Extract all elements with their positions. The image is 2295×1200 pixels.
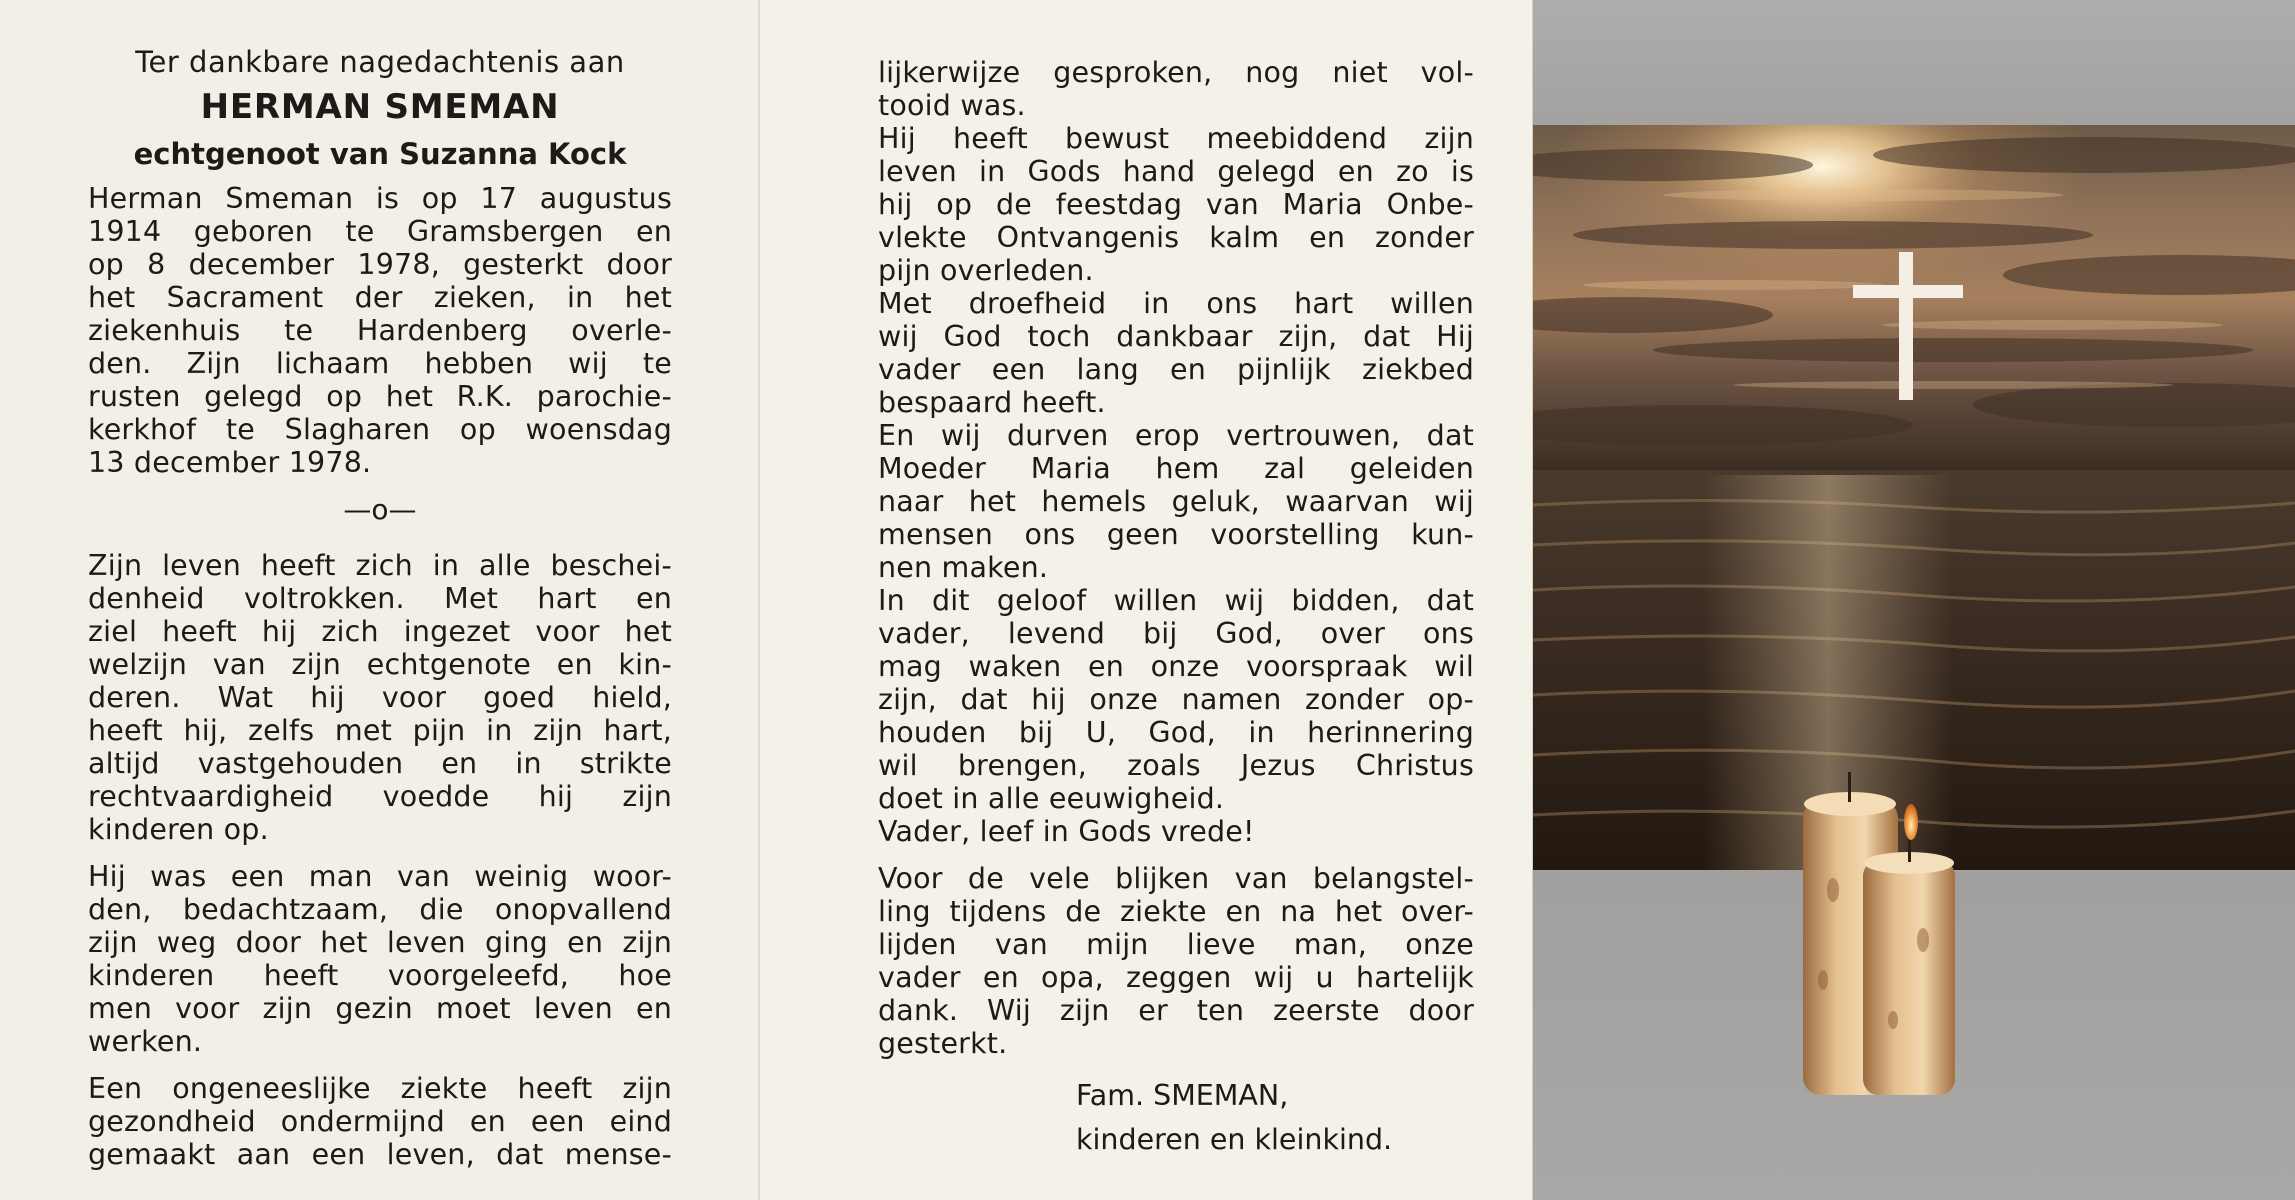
continuation-paragraph: [878, 56, 1474, 122]
text-line: lijkerwijze gesproken, nog niet vol-: [878, 56, 1474, 89]
character-paragraph: [88, 860, 672, 1058]
text-line: wij God toch dankbaar zijn, dat Hij: [878, 320, 1474, 353]
text-line: pijn overleden.: [878, 254, 1094, 287]
text-line: houden bij U, God, in herinnering: [878, 716, 1474, 749]
text-line: rechtvaardigheid voedde hij zijn: [88, 780, 672, 813]
text-line: men voor zijn gezin moet leven en: [88, 992, 672, 1025]
text-line: gezondheid ondermijnd en een eind: [88, 1105, 672, 1138]
text-line: ziekenhuis te Hardenberg overle-: [88, 314, 672, 347]
middle-panel: [760, 0, 1533, 1200]
text-line: zijn weg door het leven ging en zijn: [88, 926, 672, 959]
signature-family: Fam. SMEMAN,: [1076, 1079, 1289, 1112]
text-line: Voor de vele blijken van belangstel-: [878, 862, 1474, 895]
text-line: kinderen op.: [88, 813, 269, 846]
prayer-paragraph: [878, 584, 1474, 848]
text-line: In dit geloof willen wij bidden, dat: [878, 584, 1474, 617]
text-line: kerkhof te Slagharen op woensdag: [88, 413, 672, 446]
text-line: nen maken.: [878, 551, 1049, 584]
spouse-line: echtgenoot van Suzanna Kock: [133, 137, 627, 171]
cross-icon: [1899, 252, 1913, 400]
trust-paragraph: [878, 419, 1474, 584]
text-line: kinderen heeft voorgeleefd, hoe: [88, 959, 672, 992]
text-line: op 8 december 1978, gesterkt door: [88, 248, 672, 281]
text-line: zijn, dat hij onze namen zonder op-: [878, 683, 1474, 716]
text-line: hij op de feestdag van Maria Onbe-: [878, 188, 1474, 221]
text-line: dank. Wij zijn er ten zeerste door: [878, 994, 1474, 1027]
illness-paragraph: [88, 1072, 672, 1171]
text-line: lijden van mijn lieve man, onze: [878, 928, 1474, 961]
text-line: welzijn van zijn echtgenote en kin-: [88, 648, 672, 681]
text-line: heeft hij, zelfs met pijn in zijn hart,: [88, 714, 672, 747]
text-line: gesterkt.: [878, 1027, 1008, 1060]
text-line: gemaakt aan een leven, dat mense-: [88, 1138, 672, 1171]
text-line: naar het hemels geluk, waarvan wij: [878, 485, 1474, 518]
sunset-sea-photo: [1533, 125, 2295, 870]
text-line: doet in alle eeuwigheid.: [878, 782, 1225, 815]
dedication-intro: Ter dankbare nagedachtenis aan: [135, 45, 625, 79]
text-line: Vader, leef in Gods vrede!: [878, 815, 1255, 848]
deceased-name: HERMAN SMEMAN: [200, 87, 560, 127]
text-line: deren. Wat hij voor goed hield,: [88, 681, 672, 714]
text-line: Herman Smeman is op 17 augustus: [88, 182, 672, 215]
biography-paragraph: [88, 182, 672, 479]
text-line: leven in Gods hand gelegd en zo is: [878, 155, 1474, 188]
text-line: ling tijdens de ziekte en na het over-: [878, 895, 1474, 928]
left-panel: [0, 0, 760, 1200]
text-line: Hij was een man van weinig woor-: [88, 860, 672, 893]
life-paragraph: [88, 549, 672, 846]
text-line: rusten gelegd op het R.K. parochie-: [88, 380, 672, 413]
text-line: vader een lang en pijnlijk ziekbed: [878, 353, 1474, 386]
text-line: Een ongeneeslijke ziekte heeft zijn: [88, 1072, 672, 1105]
signature-relatives: kinderen en kleinkind.: [1076, 1123, 1393, 1156]
text-line: Moeder Maria hem zal geleiden: [878, 452, 1474, 485]
text-line: Met droefheid in ons hart willen: [878, 287, 1474, 320]
text-line: Hij heeft bewust meebiddend zijn: [878, 122, 1474, 155]
text-line: vader en opa, zeggen wij u hartelijk: [878, 961, 1474, 994]
section-divider: —o—: [343, 493, 417, 526]
text-line: den, bedachtzaam, die onopvallend: [88, 893, 672, 926]
text-line: vader, levend bij God, over ons: [878, 617, 1474, 650]
text-line: mag waken en onze voorspraak wil: [878, 650, 1474, 683]
text-line: 1914 geboren te Gramsbergen en: [88, 215, 672, 248]
text-line: denheid voltrokken. Met hart en: [88, 582, 672, 615]
text-line: vlekte Ontvangenis kalm en zonder: [878, 221, 1474, 254]
gratitude-paragraph: [878, 287, 1474, 419]
text-line: Zijn leven heeft zich in alle beschei-: [88, 549, 672, 582]
text-line: tooid was.: [878, 89, 1026, 122]
text-line: 13 december 1978.: [88, 446, 372, 479]
text-line: En wij durven erop vertrouwen, dat: [878, 419, 1474, 452]
text-line: werken.: [88, 1025, 203, 1058]
grey-board-top: [1533, 0, 2295, 125]
text-line: mensen ons geen voorstelling kun-: [878, 518, 1474, 551]
thanks-paragraph: [878, 862, 1474, 1060]
text-line: den. Zijn lichaam hebben wij te: [88, 347, 672, 380]
faith-paragraph: [878, 122, 1474, 287]
text-line: bespaard heeft.: [878, 386, 1106, 419]
text-line: ziel heeft hij zich ingezet voor het: [88, 615, 672, 648]
right-panel: [1533, 0, 2295, 1200]
text-line: wil brengen, zoals Jezus Christus: [878, 749, 1474, 782]
text-line: altijd vastgehouden en in strikte: [88, 747, 672, 780]
family-signature: [1076, 1074, 1474, 1162]
text-line: het Sacrament der zieken, in het: [88, 281, 672, 314]
candles-icon: [1793, 770, 2023, 1100]
